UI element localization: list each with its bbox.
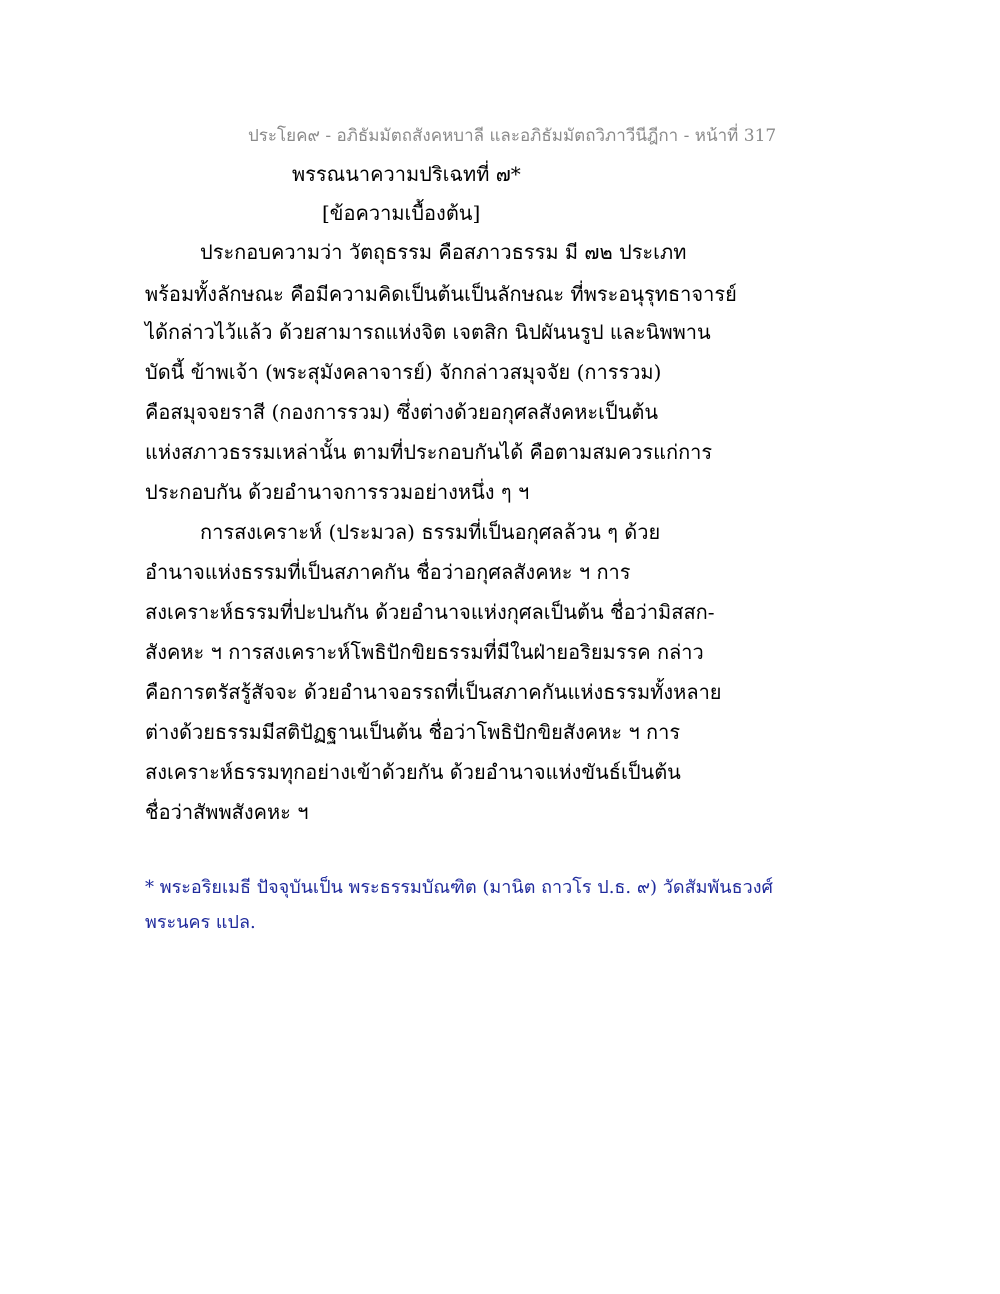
paragraph-line: ได้กล่าวไว้แล้ว ด้วยสามารถแห่งจิต เจตสิก นิปผันนรูป และนิพพาน [145,320,711,344]
paragraph-line: คือสมุจจยราสี (กองการรวม) ซึ่งต่างด้วยอกุศลสังคหะเป็นต้น [145,400,659,424]
footnote-line: พระนคร แปล. [145,912,256,933]
paragraph-line: บัดนี้ ข้าพเจ้า (พระสุมังคลาจารย์) จักกล่าวสมุจจัย (การรวม) [145,360,662,384]
paragraph-line: สังคหะ ฯ การสงเคราะห์โพธิปักขิยธรรมที่มีในฝ่ายอริยมรรค กล่าว [145,640,704,664]
paragraph-line: ประกอบกัน ด้วยอำนาจการรวมอย่างหนึ่ง ๆ ฯ [145,480,530,504]
paragraph-line: การสงเคราะห์ (ประมวล) ธรรมที่เป็นอกุศลล้วน ๆ ด้วย [200,520,661,544]
paragraph-line: ต่างด้วยธรรมมีสติปัฏฐานเป็นต้น ชื่อว่าโพธิปักขิยสังคหะ ฯ การ [145,720,681,744]
footnote-line: * พระอริยเมธี ปัจจุบันเป็น พระธรรมบัณฑิต (มานิต ถาวโร ป.ธ. ๙) วัดสัมพันธวงศ์ [145,877,773,898]
paragraph-line: แห่งสภาวธรรมเหล่านั้น ตามที่ประกอบกันได้ คือตามสมควรแก่การ [145,440,713,464]
section-subtitle: [ข้อความเบื้องต้น] [322,201,481,225]
page-header: ประโยค๙ - อภิธัมมัตถสังคหบาลี และอภิธัมมัตถวิภาวีนีฎีกา - หน้าที่ 317 [248,126,777,146]
chapter-title: พรรณนาความปริเฉทที่ ๗* [292,162,521,186]
paragraph-line: พร้อมทั้งลักษณะ คือมีความคิดเป็นต้นเป็นลักษณะ ที่พระอนุรุทธาจารย์ [145,282,737,306]
paragraph-line: ประกอบความว่า วัตถุธรรม คือสภาวธรรม มี ๗๒ ประเภท [200,240,687,264]
paragraph-line: สงเคราะห์ธรรมทุกอย่างเข้าด้วยกัน ด้วยอำนาจแห่งขันธ์เป็นต้น [145,760,681,784]
paragraph-line: อำนาจแห่งธรรมที่เป็นสภาคกัน ชื่อว่าอกุศลสังคหะ ฯ การ [145,560,631,584]
paragraph-line: สงเคราะห์ธรรมที่ปะปนกัน ด้วยอำนาจแห่งกุศลเป็นต้น ชื่อว่ามิสสก- [145,600,715,624]
paragraph-line: ชื่อว่าสัพพสังคหะ ฯ [145,800,309,824]
paragraph-line: คือการตรัสรู้สัจจะ ด้วยอำนาจอรรถที่เป็นสภาคกันแห่งธรรมทั้งหลาย [145,680,722,704]
